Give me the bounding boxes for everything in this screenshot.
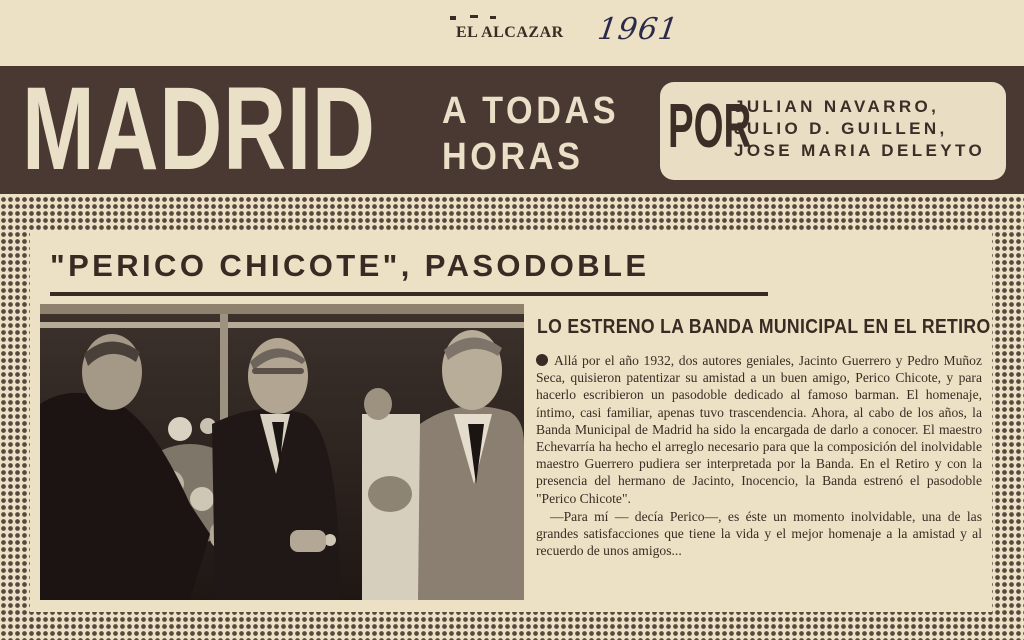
photo-illustration bbox=[40, 304, 524, 600]
section-subtitle bbox=[442, 88, 619, 180]
author-name: JOSE MARIA DELEYTO bbox=[734, 141, 986, 160]
bullet-icon bbox=[536, 354, 548, 366]
article-paragraph: —Para mí — decía Perico—, es éste un momento inolvidable, una de las grandes satisfacciones que tiene la vida y el mejor homenaje a la amistad y al recuerdo de unos amigos... bbox=[536, 508, 982, 559]
article-subheadline: LO ESTRENO LA BANDA MUNICIPAL EN EL RETIRO bbox=[537, 316, 991, 338]
article-body bbox=[536, 352, 982, 559]
author-name: JULIAN NAVARRO, bbox=[734, 97, 940, 116]
article-photograph bbox=[40, 304, 524, 600]
section-subtitle-line-1: A TODAS bbox=[442, 90, 620, 132]
author-name: JULIO D. GUILLEN, bbox=[734, 119, 948, 138]
ink-mark bbox=[450, 14, 510, 22]
section-title: MADRID bbox=[22, 63, 376, 195]
headline-underline bbox=[50, 292, 768, 296]
article-headline: "PERICO CHICOTE", PASODOBLE bbox=[50, 248, 650, 283]
author-list bbox=[734, 96, 985, 162]
paragraph-text: Allá por el año 1932, dos autores geniales, Jacinto Guerrero y Pedro Muñoz Seca, quisieron patentizar su amistad a un buen amigo, Perico Chicote, y para hacerlo escribieron un pasodoble dedicado al famoso barman. El homenaje, íntimo, casi familiar, apenas tuvo trascendencia. Ahora, al cabo de los años, la Banda Municipal de Madrid ha sido la encargada de darlo a conocer. El maestro Echevarría ha hecho el arreglo necesario para que la composición del inolvidable maestro Guerrero pudiera ser interpretada por la Banda. En el Retiro y con la presencia del hermano de Jacinto, Inocencio, la Banda estrenó el pasodoble "Perico Chicote". bbox=[536, 353, 982, 506]
byline-box bbox=[660, 82, 1006, 180]
section-subtitle-line-2: HORAS bbox=[442, 136, 584, 178]
article-paragraph bbox=[536, 352, 982, 507]
handwritten-year: 1961 bbox=[595, 12, 681, 47]
newspaper-name: EL ALCAZAR bbox=[456, 24, 564, 41]
byline-prefix: POR bbox=[668, 92, 752, 161]
